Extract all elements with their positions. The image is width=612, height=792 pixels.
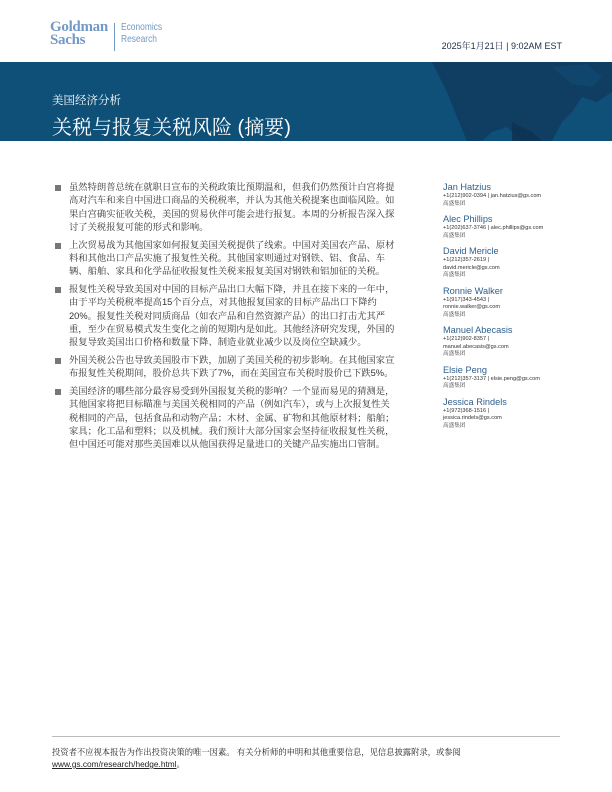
analyst-contact <box>443 182 593 208</box>
division-line-2: Research <box>120 33 157 45</box>
text-line: 辆、船舶、家具和化学品征收报复性关税来报复美国对钢铁和铝加征的关税。 <box>69 266 386 277</box>
analyst-contact <box>443 365 593 391</box>
text-line: 由于平均关税税率提高15个百分点，对其他报复国家的目标产品出口下降约 <box>69 297 377 308</box>
bullet-text <box>69 385 394 452</box>
text-line: 高对汽车和来自中国进口商品的关税税率，并认为其他关税提案也面临风险。如 <box>69 195 395 206</box>
text-line: 报复性关税导致美国对中国的目标产品出口大幅下降，并且在接下来的一年中， <box>69 283 395 294</box>
analyst-detail: manuel.abecasis@gs.com <box>443 343 509 350</box>
text-line: 报复导致美国出口价格和数量下降、制造业就业减少以及岗位空缺减少。 <box>69 337 367 348</box>
analyst-detail: jessica.rindels@gs.com <box>443 415 502 421</box>
analyst-name: Ronnie Walker <box>443 285 503 296</box>
text-line: 果白宫确实征收关税，美国的贸易伙伴可能会进行报复。本周的分析报告深入探 <box>69 208 395 219</box>
analyst-detail: +1(202)637-3746 | alec.phillips@gs.com <box>443 225 544 231</box>
analyst-contact <box>443 325 593 359</box>
disclosure-link[interactable]: www.gs.com/research/hedge.html <box>52 759 177 769</box>
text-line: 但中国还可能对那些美国难以从他国获得足量进口的关键产品实施出口管制。 <box>69 439 386 450</box>
bullet-square-icon <box>55 287 61 293</box>
analyst-detail: 高盛集团 <box>443 232 466 239</box>
bullet-square-icon <box>55 389 61 395</box>
analyst-detail: david.mericle@gs.com <box>443 264 500 271</box>
goldman-sachs-logo <box>50 21 172 51</box>
text-line: 其他国家将把目标瞄准与美国关税相同的产品（例如汽车），或与上次报复性关 <box>69 399 390 410</box>
summary-bullet <box>54 354 420 381</box>
text-line: 美国经济的哪些部分最容易受到外国报复关税的影响？一个显而易见的猜测是， <box>69 385 395 396</box>
summary-bullet <box>54 239 420 279</box>
report-title: 关税与报复关税风险 (摘要) <box>52 117 291 139</box>
analyst-detail: +1(212)357-2619 | <box>443 257 490 263</box>
disclaimer-text: 投资者不应视本报告为作出投资决策的唯一因素。 有关分析师的申明和其他重要信息，见信息披露附录，或参阅 <box>52 747 461 757</box>
disclaimer-end: 。 <box>176 759 185 769</box>
analyst-detail: 高盛集团 <box>443 311 466 318</box>
report-series: 美国经济分析 <box>52 95 121 107</box>
analyst-detail: 高盛集团 <box>443 422 466 429</box>
analyst-contacts <box>443 182 593 436</box>
summary-bullet <box>54 181 420 235</box>
analyst-detail: +1(972)368-1516 | <box>443 407 490 414</box>
logo-divider <box>114 23 115 51</box>
analyst-detail: 高盛集团 <box>443 383 466 389</box>
analyst-contact <box>443 214 593 240</box>
analyst-contact <box>443 397 593 431</box>
bullet-square-icon <box>55 185 61 191</box>
analyst-name: Jessica Rindels <box>443 396 507 407</box>
bullet-square-icon <box>55 358 61 364</box>
text-line: 虽然特朗普总统在就职日宣布的关税政策比预期温和，但我们仍然预计白宫将提 <box>69 182 395 192</box>
analyst-detail: +1(917)343-4543 | <box>443 296 490 303</box>
summary-bullet <box>54 385 420 452</box>
text-line: 讨了关税报复可能的形式和影响。 <box>69 222 209 233</box>
division-line-1: Economics <box>120 21 163 33</box>
analyst-name: Manuel Abecasis <box>443 325 513 335</box>
text-line: 20%。报复性关税对同质商品（如农产品和自然资源产品）的出口打击尤其严 <box>69 310 386 321</box>
text-line: 税相同的产品，包括食品和动物产品；木材、金属、矿物和其他原材料；船舶； <box>69 412 395 423</box>
analyst-detail: +1(212)902-8357 | <box>443 336 490 342</box>
bullet-text <box>69 239 394 279</box>
analyst-name: David Mericle <box>443 246 499 256</box>
analyst-name: Elsie Peng <box>443 364 487 375</box>
disclaimer-footer <box>52 736 560 770</box>
bullet-square-icon <box>55 243 61 249</box>
bullet-text <box>69 354 394 381</box>
analyst-detail: ronnie.walker@gs.com <box>443 304 500 310</box>
analyst-detail: 高盛集团 <box>443 200 466 207</box>
analyst-name: Alec Phillips <box>443 214 493 224</box>
analyst-detail: +1(212)902-0394 | jan.hatzius@gs.com <box>443 193 542 199</box>
bullet-text <box>69 181 394 235</box>
text-line: 上次贸易战为其他国家如何报复美国关税提供了线索。中国对美国农产品、原材 <box>69 239 395 250</box>
analyst-detail: 高盛集团 <box>443 272 466 278</box>
text-line: 布报复性关税期间，股价总共下跌了7%，而在美国宣布关税时股价已下跌5%。 <box>69 368 394 379</box>
text-line: 重，至少在贸易模式发生变化之前的短期内是如此。其他经济研究发现，外国的 <box>69 324 395 335</box>
analyst-contact <box>443 246 593 280</box>
analyst-detail: 高盛集团 <box>443 351 466 357</box>
analyst-detail: +1(212)357-3137 | elsie.peng@gs.com <box>443 375 540 382</box>
text-line: 外国关税公告也导致美国股市下跌，加剧了美国关税的初步影响。在其他国家宣 <box>69 354 395 365</box>
analyst-contact <box>443 286 593 320</box>
summary-bullet <box>54 283 420 350</box>
bullet-text <box>69 283 394 350</box>
logo-line-1: Goldman <box>50 19 108 35</box>
text-line: 家具；化工品和塑料；以及机械。我们预计大部分国家会坚持征收报复性关税， <box>69 425 395 436</box>
text-line: 料和其他出口产品实施了报复性关税。其他国家则通过对钢铁、铝、食品、车 <box>69 253 386 264</box>
report-date: 2025年1月21日 | 9:02AM EST <box>441 41 562 51</box>
analyst-name: Jan Hatzius <box>443 182 492 192</box>
summary-bullets <box>54 181 420 456</box>
title-banner <box>0 62 612 141</box>
logo-line-2: Sachs <box>50 32 86 48</box>
north-america-map-icon <box>412 62 612 141</box>
